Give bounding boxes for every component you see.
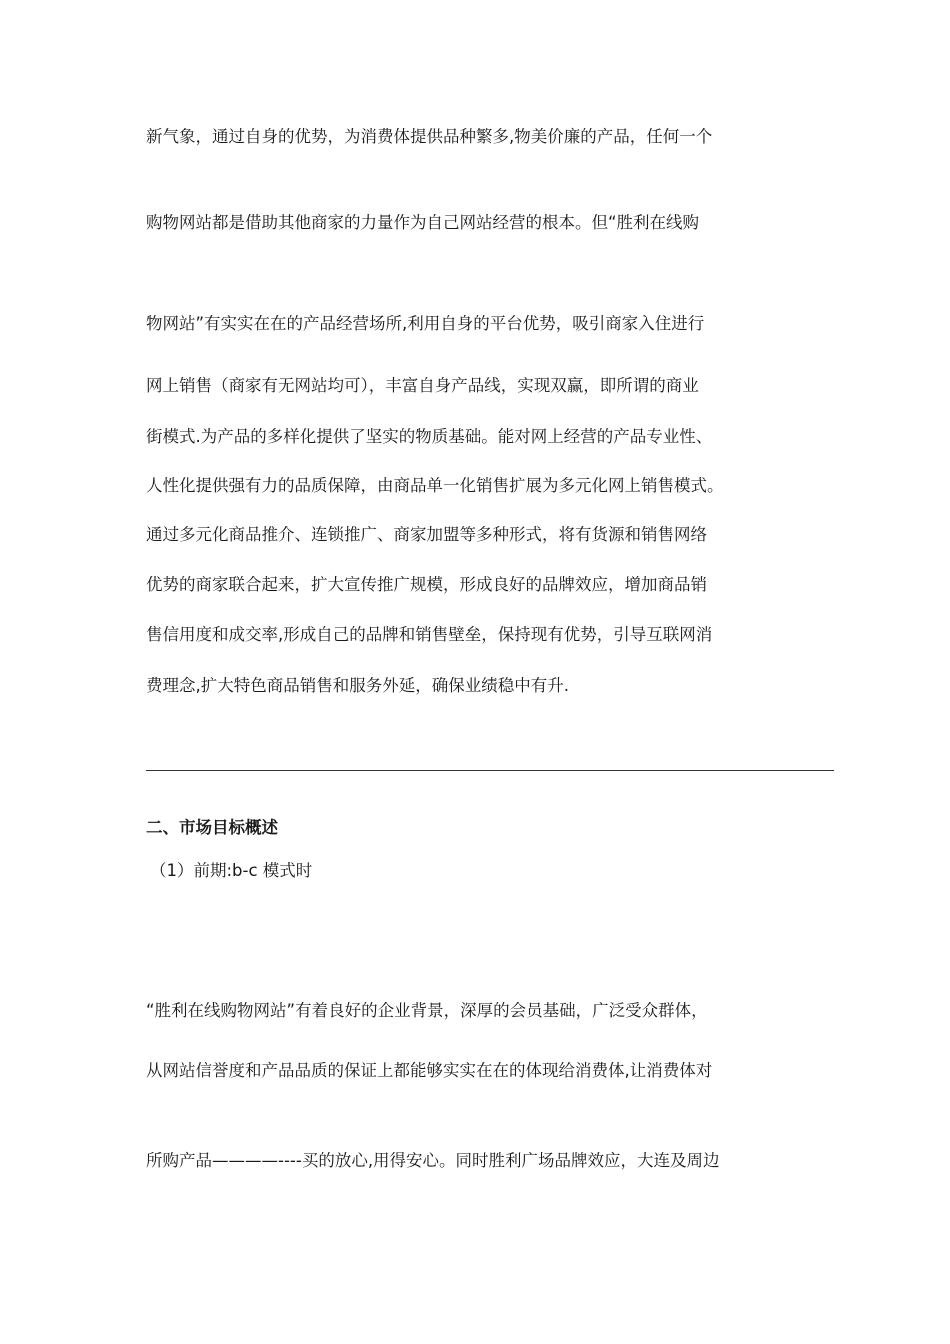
- horizontal-rule: [146, 770, 834, 771]
- sub-heading: （1）前期:b-c 模式时: [150, 861, 313, 880]
- body-text-line: 所购产品————----买的放心,用得安心。同时胜利广场品牌效应，大连及周边: [146, 1151, 720, 1170]
- body-text-line: 网上销售（商家有无网站均可），丰富自身产品线，实现双赢，即所谓的商业: [146, 376, 699, 395]
- body-text-line: 优势的商家联合起来，扩大宣传推广规模，形成良好的品牌效应，增加商品销: [146, 575, 707, 594]
- body-text-line: 物网站”有实实在在的产品经营场所,利用自身的平台优势，吸引商家入住进行: [146, 314, 705, 333]
- body-text-line: 新气象，通过自身的优势，为消费体提供品种繁多,物美价廉的产品，任何一个: [146, 127, 713, 146]
- body-text-line: 从网站信誉度和产品品质的保证上都能够实实在在的体现给消费体,让消费体对: [146, 1061, 713, 1080]
- body-text-line: 通过多元化商品推介、连锁推广、商家加盟等多种形式，将有货源和销售网络: [146, 525, 707, 544]
- body-text-line: 售信用度和成交率,形成自己的品牌和销售壁垒，保持现有优势，引导互联网消: [146, 625, 713, 644]
- body-text-line: 人性化提供强有力的品质保障，由商品单一化销售扩展为多元化网上销售模式。: [146, 476, 724, 495]
- body-text-line: “胜利在线购物网站”有着良好的企业背景，深厚的会员基础，广泛受众群体，: [146, 1001, 708, 1020]
- body-text-line: 购物网站都是借助其他商家的力量作为自己网站经营的根本。但“胜利在线购: [146, 213, 700, 232]
- body-text-line: 费理念,扩大特色商品销售和服务外延，确保业绩稳中有升.: [146, 676, 569, 695]
- body-text-line: 街模式.为产品的多样化提供了坚实的物质基础。能对网上经营的产品专业性、: [146, 427, 713, 446]
- section-heading: 二、市场目标概述: [146, 818, 278, 837]
